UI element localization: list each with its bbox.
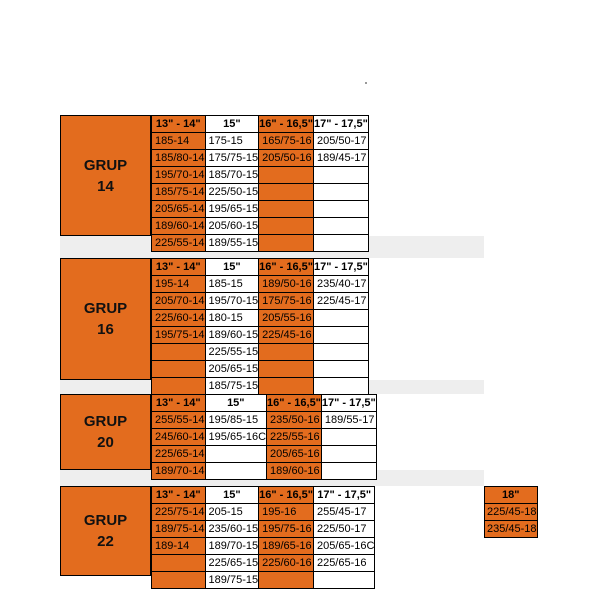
size-cell bbox=[313, 361, 368, 378]
size-cell: 195/65-15 bbox=[205, 201, 259, 218]
size-cell bbox=[313, 167, 368, 184]
table-row bbox=[152, 572, 375, 589]
size-cell bbox=[259, 235, 314, 252]
size-cell: 225/50-17 bbox=[313, 521, 375, 538]
size-cell: 225/60-14 bbox=[152, 310, 206, 327]
group-label-number: 14 bbox=[97, 177, 114, 195]
size-cell: 189/50-16 bbox=[259, 276, 314, 293]
size-cell: 195/70-14 bbox=[152, 167, 206, 184]
size-cell: 185/80-14 bbox=[152, 150, 206, 167]
table-row bbox=[485, 521, 538, 538]
header-cell: 17" - 17,5" bbox=[321, 395, 376, 412]
table-row bbox=[152, 133, 369, 150]
size-cell: 225/45-18 bbox=[485, 504, 538, 521]
size-cell bbox=[313, 378, 368, 395]
size-cell bbox=[313, 201, 368, 218]
table-row bbox=[152, 235, 369, 252]
group-label-word: GRUP bbox=[83, 300, 128, 317]
table-row bbox=[152, 555, 375, 572]
header-row bbox=[152, 259, 369, 276]
header-cell: 15" bbox=[205, 116, 259, 133]
group-label-number: 22 bbox=[97, 533, 114, 550]
size-cell: 225/65-14 bbox=[152, 446, 206, 463]
size-cell bbox=[313, 344, 368, 361]
size-cell: 235/50-16 bbox=[267, 412, 322, 429]
size-cell: 189/60-14 bbox=[152, 218, 206, 235]
table-row bbox=[152, 201, 369, 218]
header-row bbox=[152, 487, 375, 504]
size-cell: 245/60-14 bbox=[152, 429, 206, 446]
table-row bbox=[485, 504, 538, 521]
header-row bbox=[152, 395, 377, 412]
size-cell bbox=[259, 167, 314, 184]
size-cell bbox=[205, 463, 267, 480]
size-cell: 205-15 bbox=[205, 504, 259, 521]
size-cell: 225/45-16 bbox=[259, 327, 314, 344]
table-row bbox=[152, 521, 375, 538]
size-cell: 189/75-15 bbox=[205, 572, 259, 589]
header-cell: 18" bbox=[485, 487, 538, 504]
size-cell bbox=[313, 235, 368, 252]
header-cell: 16" - 16,5" bbox=[259, 487, 314, 504]
header-cell: 13" - 14" bbox=[152, 395, 206, 412]
size-cell bbox=[259, 361, 314, 378]
size-cell: 189/60-16 bbox=[267, 463, 322, 480]
size-cell: 189/65-16 bbox=[259, 538, 314, 555]
table-row bbox=[152, 218, 369, 235]
size-cell bbox=[259, 572, 314, 589]
table-row bbox=[152, 504, 375, 521]
size-cell: 185/75-15 bbox=[205, 378, 259, 395]
group-label-cell bbox=[60, 394, 151, 470]
header-cell: 13" - 14" bbox=[152, 116, 206, 133]
size-cell: 225/75-14 bbox=[152, 504, 206, 521]
table-row bbox=[152, 167, 369, 184]
size-cell bbox=[205, 446, 267, 463]
size-cell: 195/65-16C bbox=[205, 429, 267, 446]
size-cell: 185-14 bbox=[152, 133, 206, 150]
size-cell: 189/60-15 bbox=[205, 327, 259, 344]
stray-dot bbox=[365, 82, 367, 84]
header-cell: 15" bbox=[205, 395, 267, 412]
table-row bbox=[152, 463, 377, 480]
size-cell: 189/70-15 bbox=[205, 538, 259, 555]
size-cell: 175/75-15 bbox=[205, 150, 259, 167]
size-cell bbox=[313, 327, 368, 344]
header-cell: 16" - 16,5" bbox=[267, 395, 322, 412]
size-cell: 195-16 bbox=[259, 504, 314, 521]
size-cell: 189/55-17 bbox=[321, 412, 376, 429]
size-cell bbox=[259, 201, 314, 218]
table-row bbox=[152, 150, 369, 167]
size-table bbox=[151, 115, 369, 252]
size-cell: 205/50-16 bbox=[259, 150, 314, 167]
header-cell: 13" - 14" bbox=[152, 259, 206, 276]
size-cell: 180-15 bbox=[205, 310, 259, 327]
size-cell: 205/55-16 bbox=[259, 310, 314, 327]
size-cell: 185/75-14 bbox=[152, 184, 206, 201]
size-cell: 189/75-14 bbox=[152, 521, 206, 538]
size-cell bbox=[321, 429, 376, 446]
size-cell: 235/40-17 bbox=[313, 276, 368, 293]
size-table bbox=[151, 486, 375, 589]
size-cell: 185/70-15 bbox=[205, 167, 259, 184]
table-row bbox=[152, 412, 377, 429]
size-cell: 189/45-17 bbox=[313, 150, 368, 167]
size-cell: 185-15 bbox=[205, 276, 259, 293]
size-cell: 205/65-16 bbox=[267, 446, 322, 463]
size-cell bbox=[259, 218, 314, 235]
size-cell: 225/55-16 bbox=[267, 429, 322, 446]
table-row bbox=[152, 446, 377, 463]
table-row bbox=[152, 538, 375, 555]
size-cell bbox=[313, 572, 375, 589]
group-label-word: GRUP bbox=[83, 512, 128, 529]
size-cell: 175/75-16 bbox=[259, 293, 314, 310]
size-cell: 189/55-15 bbox=[205, 235, 259, 252]
size-cell: 195-14 bbox=[152, 276, 206, 293]
size-cell: 225/45-17 bbox=[313, 293, 368, 310]
size-cell: 205/50-17 bbox=[313, 133, 368, 150]
table-row bbox=[152, 293, 369, 310]
size-cell bbox=[259, 378, 314, 395]
size-cell: 195/75-14 bbox=[152, 327, 206, 344]
table-row bbox=[152, 310, 369, 327]
group-label-number: 20 bbox=[97, 434, 114, 451]
header-cell: 16" - 16,5" bbox=[259, 259, 314, 276]
size-cell: 225/55-15 bbox=[205, 344, 259, 361]
header-cell: 15" bbox=[205, 487, 259, 504]
group-label-cell bbox=[60, 486, 151, 576]
size-cell: 205/65-15 bbox=[205, 361, 259, 378]
table-row bbox=[152, 361, 369, 378]
size-table bbox=[151, 394, 377, 480]
header-cell: 17" - 17,5" bbox=[313, 116, 368, 133]
size-cell: 225/65-15 bbox=[205, 555, 259, 572]
size-cell: 205/60-15 bbox=[205, 218, 259, 235]
header-cell: 17" - 17,5" bbox=[313, 259, 368, 276]
header-row bbox=[485, 487, 538, 504]
size-cell: 195/70-15 bbox=[205, 293, 259, 310]
size-cell bbox=[259, 184, 314, 201]
group-label-cell bbox=[60, 258, 151, 380]
size-cell: 225/50-15 bbox=[205, 184, 259, 201]
header-cell: 16" - 16,5" bbox=[259, 116, 314, 133]
size-cell: 189/70-14 bbox=[152, 463, 206, 480]
header-cell: 17" - 17,5" bbox=[313, 487, 375, 504]
table-row bbox=[152, 344, 369, 361]
header-cell: 13" - 14" bbox=[152, 487, 206, 504]
size-cell: 205/65-16C bbox=[313, 538, 375, 555]
size-cell: 165/75-16 bbox=[259, 133, 314, 150]
size-cell: 189-14 bbox=[152, 538, 206, 555]
group-label-number: 16 bbox=[97, 321, 114, 338]
size-table-18 bbox=[484, 486, 538, 538]
size-cell: 235/45-18 bbox=[485, 521, 538, 538]
size-cell: 225/60-16 bbox=[259, 555, 314, 572]
size-cell bbox=[313, 218, 368, 235]
size-cell: 205/65-14 bbox=[152, 201, 206, 218]
size-cell bbox=[152, 344, 206, 361]
table-row bbox=[152, 429, 377, 446]
size-cell: 225/55-14 bbox=[152, 235, 206, 252]
group-label-word: GRUP bbox=[83, 156, 128, 174]
size-cell bbox=[259, 344, 314, 361]
table-row bbox=[152, 184, 369, 201]
group-label-cell bbox=[60, 115, 151, 236]
size-cell: 195/85-15 bbox=[205, 412, 267, 429]
size-cell: 235/60-15 bbox=[205, 521, 259, 538]
size-cell: 175-15 bbox=[205, 133, 259, 150]
size-cell: 255/45-17 bbox=[313, 504, 375, 521]
size-cell bbox=[313, 184, 368, 201]
size-cell bbox=[321, 463, 376, 480]
size-cell bbox=[152, 555, 206, 572]
size-cell: 255/55-14 bbox=[152, 412, 206, 429]
header-row bbox=[152, 116, 369, 133]
table-row bbox=[152, 327, 369, 344]
group-label-word: GRUP bbox=[83, 413, 128, 430]
size-table bbox=[151, 258, 369, 395]
size-cell bbox=[152, 572, 206, 589]
size-cell bbox=[313, 310, 368, 327]
size-cell: 195/75-16 bbox=[259, 521, 314, 538]
size-cell: 225/65-16 bbox=[313, 555, 375, 572]
size-cell: 205/70-14 bbox=[152, 293, 206, 310]
table-row bbox=[152, 276, 369, 293]
header-cell: 15" bbox=[205, 259, 259, 276]
size-cell bbox=[321, 446, 376, 463]
table-row bbox=[152, 378, 369, 395]
size-cell bbox=[152, 378, 206, 395]
size-cell bbox=[152, 361, 206, 378]
